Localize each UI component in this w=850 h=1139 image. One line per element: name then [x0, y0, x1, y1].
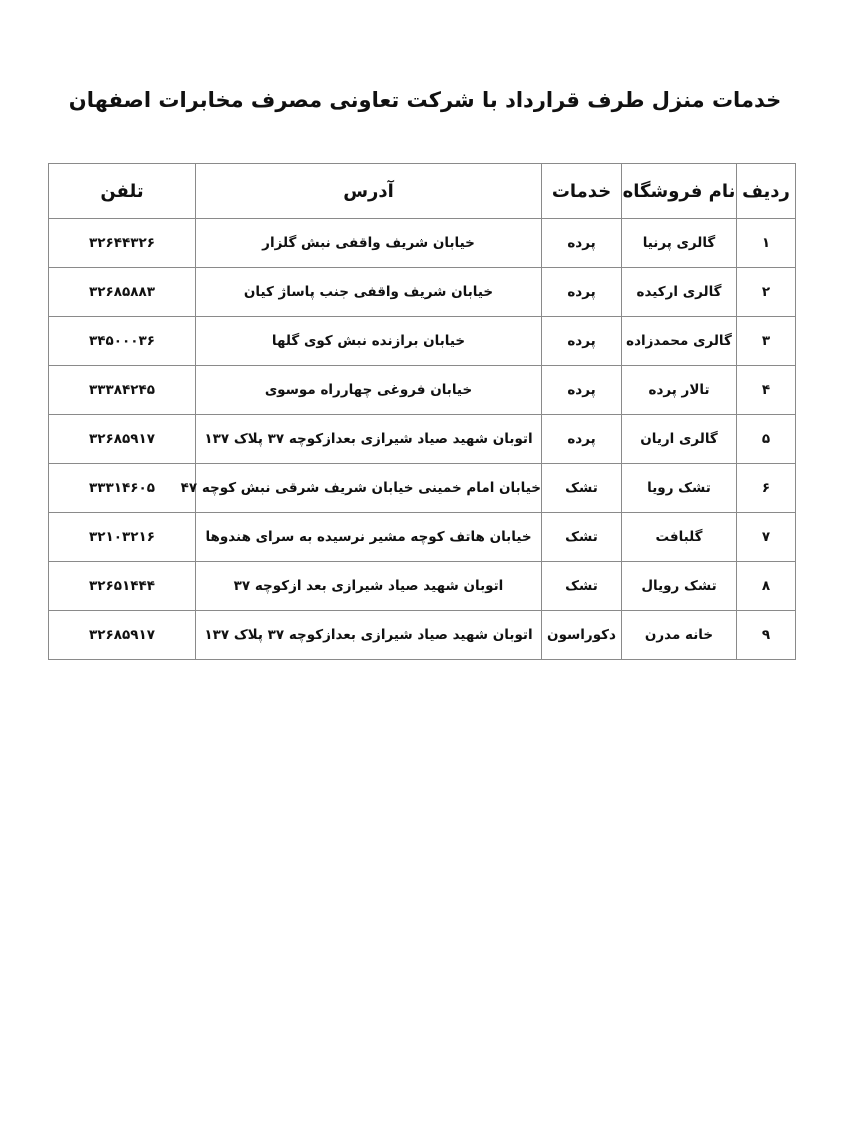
store-name: گالری اریان	[622, 415, 737, 464]
table-row	[49, 513, 796, 562]
header-index: ردیف	[737, 164, 796, 219]
service-type: پرده	[542, 317, 622, 366]
service-type: پرده	[542, 366, 622, 415]
store-name: گلبافت	[622, 513, 737, 562]
table-row	[49, 366, 796, 415]
row-index: ۴	[737, 366, 796, 415]
address: اتوبان شهید صیاد شیرازی بعدازکوچه ۳۷ پلاک ۱۳۷	[196, 415, 542, 464]
service-type: تشک	[542, 464, 622, 513]
service-type: دکوراسون	[542, 611, 622, 660]
header-phone: تلفن	[49, 164, 196, 219]
table-row	[49, 268, 796, 317]
service-type: پرده	[542, 268, 622, 317]
phone-number: ۳۳۳۱۴۶۰۵	[49, 464, 196, 513]
table-row	[49, 611, 796, 660]
phone-number: ۳۲۶۸۵۹۱۷	[49, 611, 196, 660]
store-name: گالری پرنیا	[622, 219, 737, 268]
row-index: ۵	[737, 415, 796, 464]
address: خیابان امام خمینی خیابان شریف شرقی نبش کوچه ۴۷	[196, 464, 542, 513]
phone-number: ۳۲۶۸۵۸۸۳	[49, 268, 196, 317]
store-name: خانه مدرن	[622, 611, 737, 660]
header-services: خدمات	[542, 164, 622, 219]
row-index: ۳	[737, 317, 796, 366]
row-index: ۱	[737, 219, 796, 268]
service-type: پرده	[542, 415, 622, 464]
table-row	[49, 317, 796, 366]
table-row	[49, 464, 796, 513]
store-name: تشک رویا	[622, 464, 737, 513]
phone-number: ۳۲۶۵۱۴۴۴	[49, 562, 196, 611]
phone-number: ۳۲۶۴۴۳۲۶	[49, 219, 196, 268]
service-type: تشک	[542, 513, 622, 562]
phone-number: ۳۲۶۸۵۹۱۷	[49, 415, 196, 464]
store-name: گالری محمدزاده	[622, 317, 737, 366]
row-index: ۶	[737, 464, 796, 513]
stores-table	[48, 163, 796, 660]
row-index: ۷	[737, 513, 796, 562]
table-row	[49, 415, 796, 464]
row-index: ۲	[737, 268, 796, 317]
phone-number: ۳۳۳۸۴۲۴۵	[49, 366, 196, 415]
row-index: ۸	[737, 562, 796, 611]
store-name: تشک رویال	[622, 562, 737, 611]
address: خیابان شریف واقفی جنب پاساژ کیان	[196, 268, 542, 317]
address: خیابان برازنده نبش کوی گلها	[196, 317, 542, 366]
header-store-name: نام فروشگاه	[622, 164, 737, 219]
address: اتوبان شهید صیاد شیرازی بعدازکوچه ۳۷ پلاک ۱۳۷	[196, 611, 542, 660]
document-title: خدمات منزل طرف قرارداد با شرکت تعاونی مصرف مخابرات اصفهان	[68, 88, 782, 112]
address: اتوبان شهید صیاد شیرازی بعد ازکوچه ۳۷	[196, 562, 542, 611]
phone-number: ۳۴۵۰۰۰۳۶	[49, 317, 196, 366]
address: خیابان شریف واقفی نبش گلزار	[196, 219, 542, 268]
address: خیابان هاتف کوچه مشیر نرسیده به سرای هندوها	[196, 513, 542, 562]
header-address: آدرس	[196, 164, 542, 219]
store-name: گالری ارکیده	[622, 268, 737, 317]
table-row	[49, 219, 796, 268]
row-index: ۹	[737, 611, 796, 660]
service-type: تشک	[542, 562, 622, 611]
phone-number: ۳۲۱۰۳۲۱۶	[49, 513, 196, 562]
service-type: پرده	[542, 219, 622, 268]
table-row	[49, 562, 796, 611]
address: خیابان فروغی چهارراه موسوی	[196, 366, 542, 415]
store-name: تالار پرده	[622, 366, 737, 415]
table-header-row	[49, 164, 796, 219]
